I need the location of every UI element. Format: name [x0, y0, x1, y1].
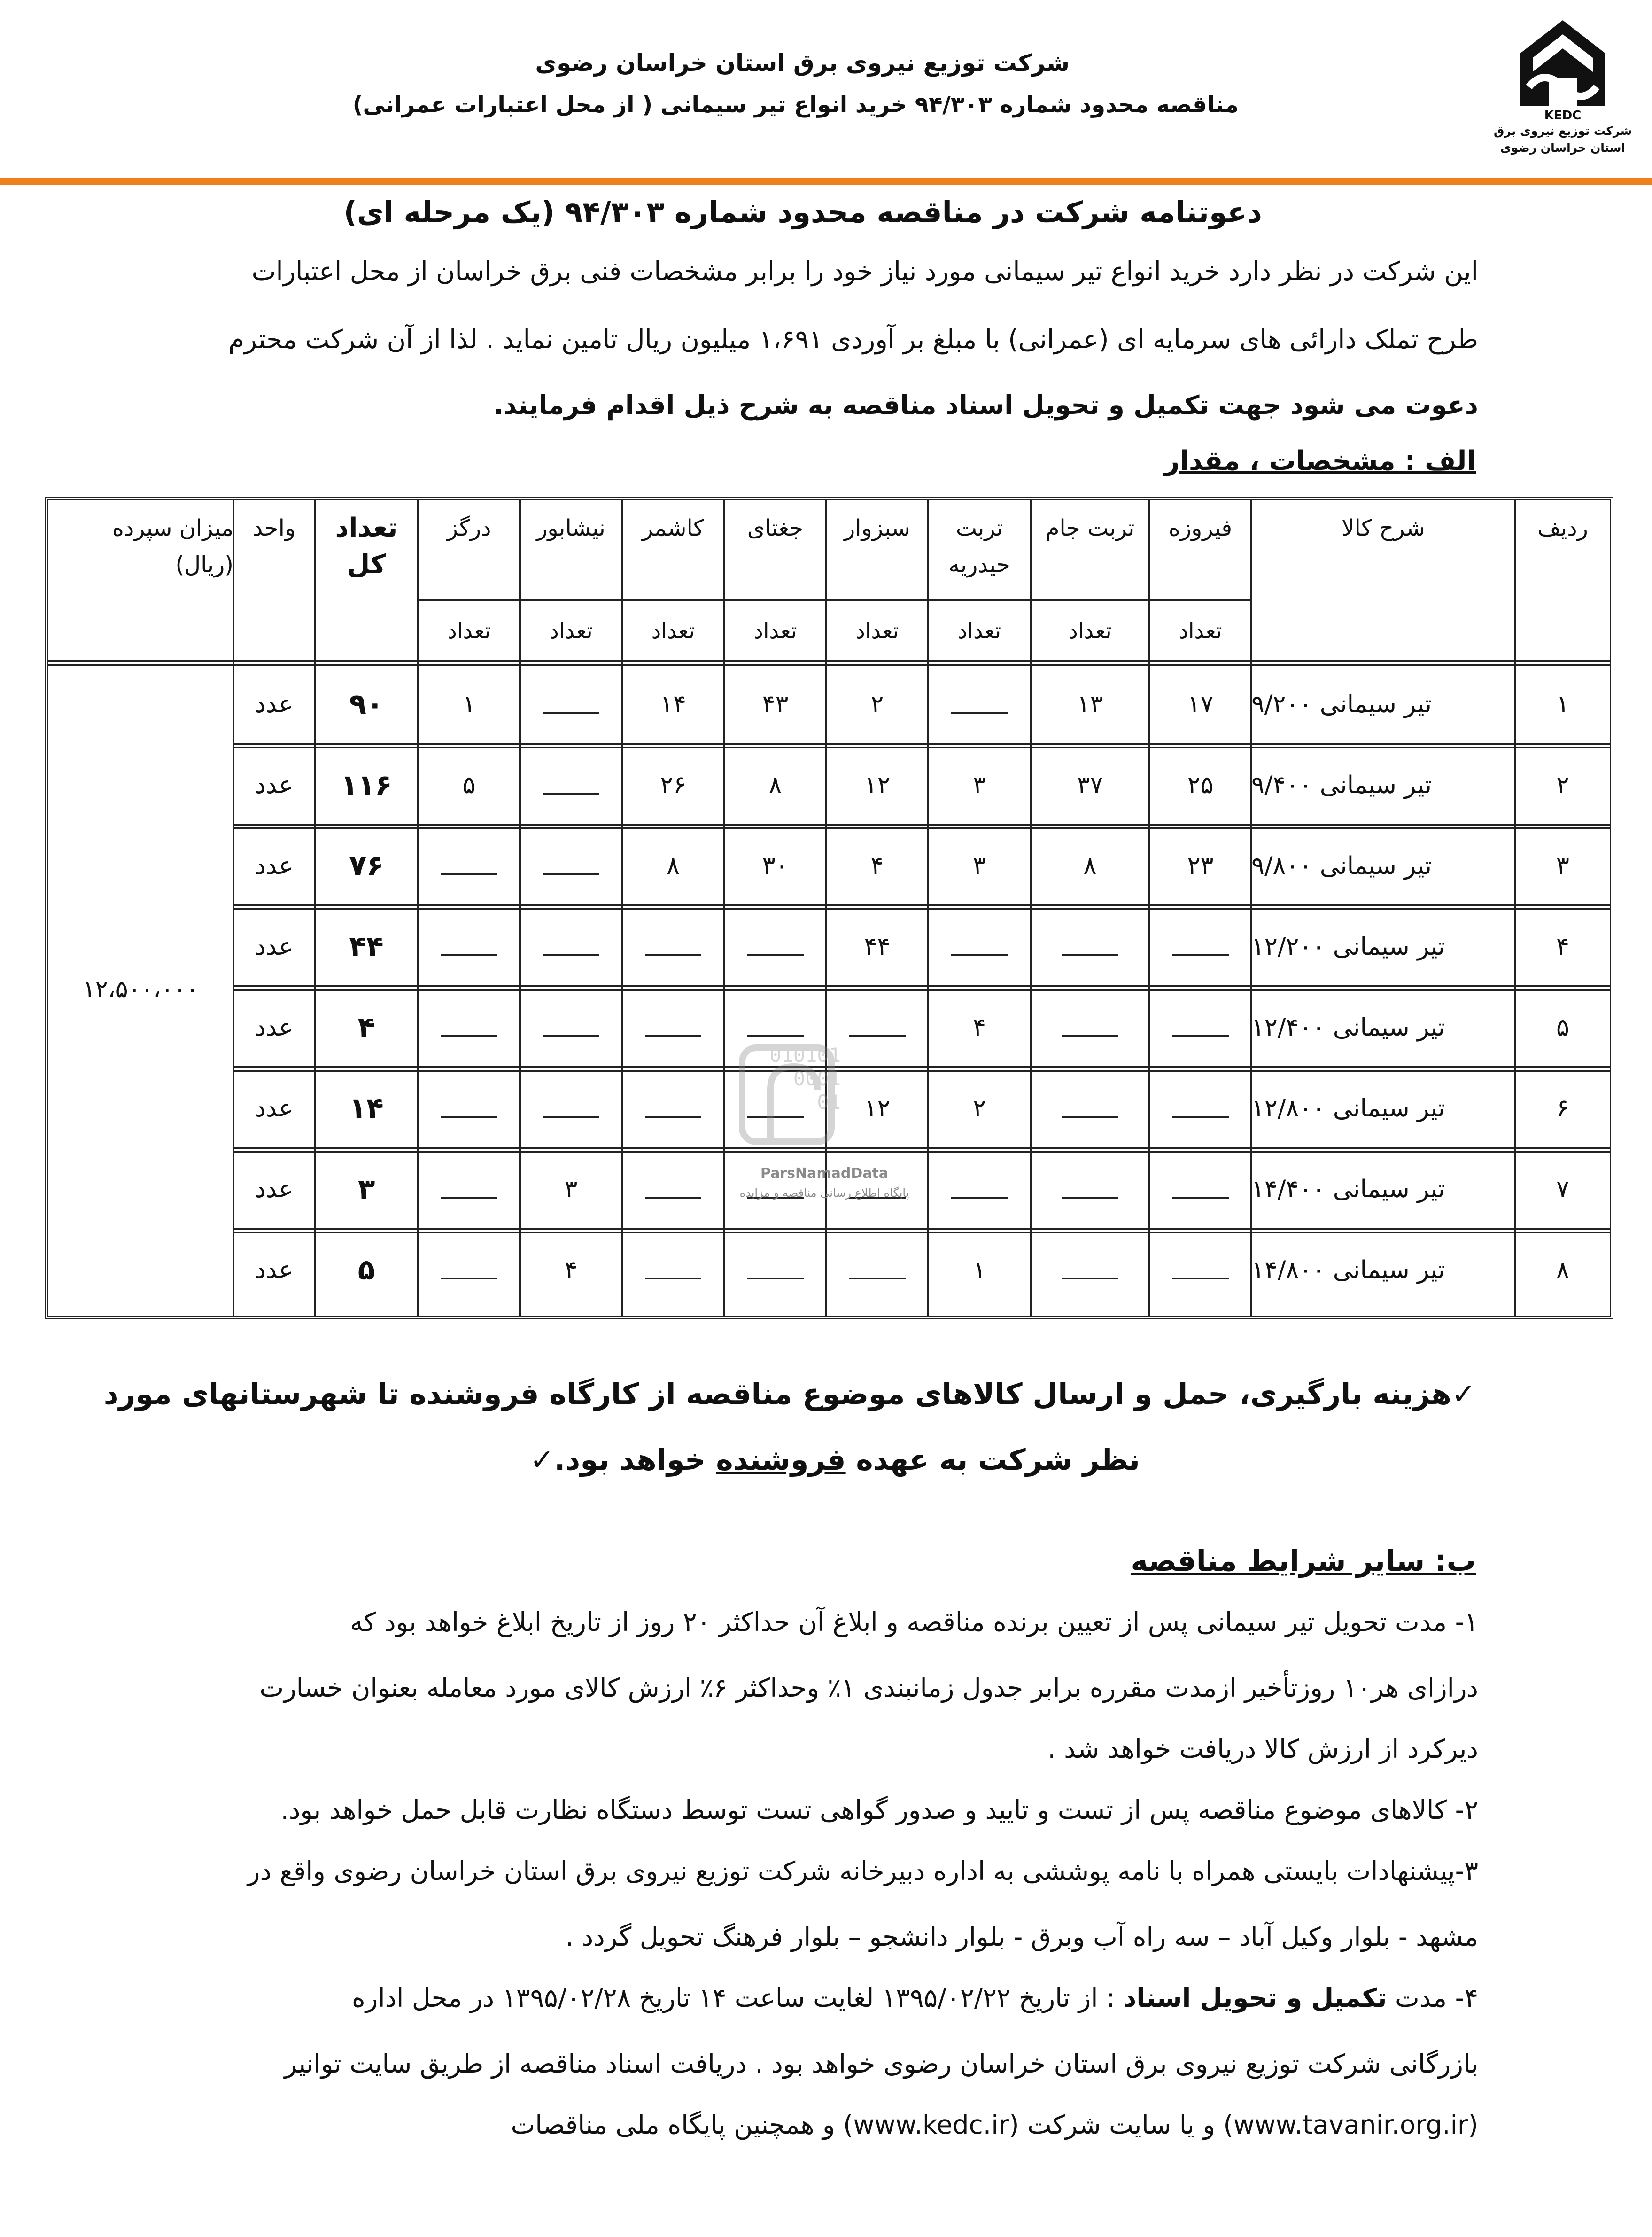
- deposit-amount: ۱۲،۵۰۰،۰۰۰: [82, 975, 199, 1003]
- header-torbat-jam: تربت جام: [1045, 515, 1135, 541]
- empty-dash: [1172, 1099, 1229, 1118]
- row-6-unit: عدد: [255, 1094, 294, 1122]
- header-count-torbat-heydarieh: تعداد: [957, 618, 1001, 643]
- row-7-unit: عدد: [255, 1175, 294, 1203]
- row-8-torbat-jam: [1031, 1232, 1149, 1309]
- row-1-torbat-jam: ۱۳: [1077, 690, 1103, 718]
- row-1-dargaz: ۱: [462, 690, 476, 718]
- header-company: شرکت توزیع نیروی برق استان خراسان رضوی: [535, 49, 1070, 77]
- row-3-neyshabur: [520, 827, 622, 904]
- row-7-total: ۳: [357, 1173, 375, 1206]
- condition-4-line-3: (www.tavanir.org.ir) و یا سایت شرکت (www.kedc.ir) و همچنین پایگاه ملی مناقصات: [511, 2110, 1478, 2140]
- svg-text:010101: 010101: [769, 1044, 841, 1067]
- watermark-subtitle: پایگاه اطلاع رسانی مناقصه و مزایده: [739, 1186, 909, 1200]
- row-2-sabzevar: ۱۲: [864, 771, 891, 799]
- header-deposit: [48, 500, 233, 660]
- row-4-torbat-heydarieh: [928, 908, 1031, 985]
- row-6-firuzeh: [1149, 1070, 1251, 1147]
- row-6-torbat-jam: [1031, 1070, 1149, 1147]
- row-8-neyshabur: ۴: [564, 1256, 578, 1284]
- header-kashmar: کاشمر: [642, 515, 704, 541]
- row-3-total: ۷۶: [349, 850, 384, 882]
- row-4-joghatai: [724, 908, 826, 985]
- empty-dash: [1172, 1018, 1229, 1037]
- row-5-total: ۴: [357, 1011, 375, 1044]
- shipping-note-seller: فروشنده: [716, 1442, 846, 1477]
- empty-dash: [645, 1180, 701, 1199]
- row-4-torbat-jam: [1031, 908, 1149, 985]
- row-2-torbat-heydarieh: ۳: [973, 771, 986, 799]
- empty-dash: [543, 776, 599, 795]
- row-6-kashmar: [622, 1070, 724, 1147]
- row-5-unit: عدد: [255, 1013, 294, 1042]
- empty-dash: [543, 857, 599, 875]
- empty-dash: [951, 695, 1008, 714]
- empty-dash: [951, 937, 1008, 956]
- empty-dash: [1172, 1180, 1229, 1199]
- header-deposit-unit: (ریال): [175, 552, 233, 578]
- row-4-no: ۴: [1556, 933, 1569, 961]
- header-count-sabzevar: تعداد: [855, 618, 899, 643]
- watermark-name: ParsNamadData: [760, 1165, 889, 1182]
- row-7-neyshabur: ۳: [564, 1175, 578, 1203]
- logo-line-1: شرکت توزیع نیروی برق: [1493, 124, 1632, 138]
- row-8-kashmar: [622, 1232, 724, 1309]
- header-deposit-label: میزان سپرده: [112, 515, 233, 541]
- condition-4-line-1: [352, 1983, 1478, 2013]
- empty-dash: [1062, 1180, 1118, 1199]
- section-b-title: ب: سایر شرایط مناقصه: [1131, 1543, 1476, 1578]
- empty-dash: [1062, 1099, 1118, 1118]
- header-count-neyshabur: تعداد: [549, 618, 593, 643]
- row-3-joghatai: ۳۰: [762, 852, 789, 880]
- row-2-joghatai: ۸: [768, 771, 782, 799]
- header-unit: واحد: [252, 515, 296, 541]
- condition-4-rest: : از تاریخ ۱۳۹۵/۰۲/۲۲ لغایت ساعت ۱۴ تاریخ ۱۳۹۵/۰۲/۲۸ در محل اداره: [352, 1983, 1124, 2013]
- row-3-no: ۳: [1556, 852, 1569, 880]
- row-5-kashmar: [622, 989, 724, 1066]
- row-3-torbat-heydarieh: ۳: [973, 852, 986, 880]
- row-2-neyshabur: [520, 747, 622, 824]
- row-8-unit: عدد: [255, 1256, 294, 1284]
- header-dargaz: درگز: [447, 515, 491, 541]
- header-count-torbat-jam: تعداد: [1068, 618, 1112, 643]
- row-5-item: تیر سیمانی ۱۲/۴۰۰: [1251, 1013, 1445, 1042]
- row-6-item: تیر سیمانی ۱۲/۸۰۰: [1251, 1094, 1445, 1122]
- row-5-no: ۵: [1556, 1013, 1569, 1042]
- row-7-dargaz: [418, 1151, 520, 1228]
- row-2-firuzeh: ۲۵: [1187, 771, 1214, 799]
- empty-dash: [441, 1018, 497, 1037]
- row-7-no: ۷: [1556, 1175, 1569, 1203]
- condition-1-line-2: درازای هر۱۰ روزتأخیر ازمدت مقرره برابر جدول زمانبندی ۱٪ وحداکثر ۶٪ ارزش کالای مورد معامله بعنوان خسارت: [259, 1673, 1478, 1703]
- row-8-dargaz: [418, 1232, 520, 1309]
- row-1-item: تیر سیمانی ۹/۲۰۰: [1251, 690, 1432, 718]
- row-1-neyshabur: [520, 666, 622, 743]
- empty-dash: [951, 1180, 1008, 1199]
- header-total: تعداد کل: [335, 513, 398, 580]
- row-5-neyshabur: [520, 989, 622, 1066]
- row-6-torbat-heydarieh: ۲: [973, 1094, 986, 1122]
- svg-text:01: 01: [817, 1091, 841, 1114]
- header-joghatai: جغتای: [747, 515, 804, 541]
- empty-dash: [441, 937, 497, 956]
- header-count-joghatai: تعداد: [753, 618, 797, 643]
- invitation-title: دعوتنامه شرکت در مناقصه محدود شماره ۹۴/۳۰۳ (یک مرحله ای): [343, 195, 1262, 229]
- row-7-kashmar: [622, 1151, 724, 1228]
- header-sabzevar: سبزوار: [844, 515, 910, 541]
- condition-2: ۲- کالاهای موضوع مناقصه پس از تست و تایید و صدور گواهی تست توسط دستگاه نظارت قابل حمل خواهد بود.: [280, 1795, 1478, 1825]
- row-4-dargaz: [418, 908, 520, 985]
- empty-dash: [441, 1261, 497, 1279]
- row-8-joghatai: [724, 1232, 826, 1309]
- row-7-torbat-jam: [1031, 1151, 1149, 1228]
- row-5-dargaz: [418, 989, 520, 1066]
- table-header-divider: [48, 660, 1610, 666]
- row-1-unit: عدد: [255, 690, 294, 718]
- row-4-sabzevar: ۴۴: [864, 933, 891, 961]
- row-1-no: ۱: [1556, 690, 1569, 718]
- row-8-firuzeh: [1149, 1232, 1251, 1309]
- invitation-line-1: این شرکت در نظر دارد خرید انواع تیر سیمانی مورد نیاز خود را برابر مشخصات فنی برق خراسان از محل اعتبارات: [251, 256, 1478, 286]
- row-8-item: تیر سیمانی ۱۴/۸۰۰: [1251, 1256, 1445, 1284]
- row-7-firuzeh: [1149, 1151, 1251, 1228]
- condition-3-line-2: مشهد - بلوار وکیل آباد – سه راه آب وبرق - بلوار دانشجو – بلوار فرهنگ تحویل گردد .: [565, 1922, 1478, 1952]
- header-item: شرح کالا: [1342, 515, 1425, 541]
- logo-abbr: KEDC: [1544, 109, 1582, 123]
- row-3-firuzeh: ۲۳: [1187, 852, 1214, 880]
- row-2-kashmar: ۲۶: [660, 771, 686, 799]
- row-1-firuzeh: ۱۷: [1187, 690, 1214, 718]
- row-5-torbat-jam: [1031, 989, 1149, 1066]
- header-firuzeh: فیروزه: [1168, 515, 1233, 541]
- invitation-line-2: طرح تملک دارائی های سرمایه ای (عمرانی) با مبلغ بر آوردی ۱،۶۹۱ میلیون ریال تامین نماید . لذا از آن شرکت محترم: [228, 324, 1478, 354]
- row-3-unit: عدد: [255, 852, 294, 880]
- empty-dash: [543, 695, 599, 714]
- empty-dash: [747, 937, 804, 956]
- row-8-total: ۵: [357, 1254, 375, 1286]
- invitation-line-3: دعوت می شود جهت تکمیل و تحویل اسناد مناقصه به شرح ذیل اقدام فرمایند.: [493, 390, 1478, 420]
- company-logo: [1492, 16, 1633, 171]
- row-2-unit: عدد: [255, 771, 294, 799]
- row-6-neyshabur: [520, 1070, 622, 1147]
- row-4-firuzeh: [1149, 908, 1251, 985]
- row-1-kashmar: ۱۴: [660, 690, 686, 718]
- row-8-sabzevar: [826, 1232, 928, 1309]
- kedc-house-logo-icon: [1516, 16, 1610, 110]
- logo-line-2: استان خراسان رضوی: [1500, 141, 1626, 155]
- header-neyshabur: نیشابور: [536, 515, 605, 541]
- row-2-no: ۲: [1556, 771, 1569, 799]
- header-count-dargaz: تعداد: [447, 618, 491, 643]
- row-1-sabzevar: ۲: [870, 690, 884, 718]
- condition-4-bold: تکمیل و تحویل اسناد: [1123, 1983, 1387, 2013]
- row-3-kashmar: ۸: [667, 852, 680, 880]
- condition-4-line-2: بازرگانی شرکت توزیع نیروی برق استان خراسان رضوی خواهد بود . دریافت اسناد مناقصه از طریق سایت توانیر: [284, 2049, 1478, 2079]
- row-6-dargaz: [418, 1070, 520, 1147]
- empty-dash: [543, 937, 599, 956]
- shipping-note-line-2: [530, 1442, 1140, 1477]
- empty-dash: [1062, 937, 1118, 956]
- row-4-total: ۴۴: [349, 930, 384, 963]
- row-2-torbat-jam: ۳۷: [1077, 771, 1103, 799]
- empty-dash: [747, 1261, 804, 1279]
- row-1-torbat-heydarieh: [928, 666, 1031, 743]
- row-4-item: تیر سیمانی ۱۲/۲۰۰: [1251, 933, 1445, 961]
- row-2-total: ۱۱۶: [341, 769, 392, 802]
- empty-dash: [441, 1180, 497, 1199]
- row-6-no: ۶: [1556, 1094, 1569, 1122]
- row-2-item: تیر سیمانی ۹/۴۰۰: [1251, 771, 1432, 799]
- row-8-no: ۸: [1556, 1256, 1569, 1284]
- header-torbat-heydarieh: تربت حیدریه: [948, 515, 1010, 578]
- row-7-item: تیر سیمانی ۱۴/۴۰۰: [1251, 1175, 1445, 1203]
- row-7-torbat-heydarieh: [928, 1151, 1031, 1228]
- empty-dash: [1062, 1018, 1118, 1037]
- row-8-torbat-heydarieh: ۱: [973, 1256, 986, 1284]
- row-6-sabzevar: ۱۲: [864, 1094, 891, 1122]
- row-4-neyshabur: [520, 908, 622, 985]
- header-tender-line: مناقصه محدود شماره ۹۴/۳۰۳ خرید انواع تیر سیمانی ( از محل اعتبارات عمرانی): [352, 92, 1239, 118]
- empty-dash: [645, 1261, 701, 1279]
- row-3-dargaz: [418, 827, 520, 904]
- header-no: ردیف: [1537, 515, 1588, 541]
- row-4-kashmar: [622, 908, 724, 985]
- row-1-total: ۹۰: [349, 688, 384, 721]
- row-2-dargaz: ۵: [462, 771, 476, 799]
- empty-dash: [849, 1261, 906, 1279]
- condition-1-line-1: ۱- مدت تحویل تیر سیمانی پس از تعیین برنده مناقصه و ابلاغ آن حداکثر ۲۰ روز از تاریخ ابلاغ خواهد بود که: [349, 1607, 1478, 1637]
- empty-dash: [1172, 1261, 1229, 1279]
- section-a-title: الف : مشخصات ، مقدار: [1164, 445, 1476, 476]
- header-count-kashmar: تعداد: [651, 618, 695, 643]
- condition-3-line-1: ۳-پیشنهادات بایستی همراه با نامه پوششی به اداره دبیرخانه شرکت توزیع نیروی برق استان خراسان رضوی واقع در: [247, 1856, 1478, 1886]
- header-count-firuzeh: تعداد: [1179, 618, 1222, 643]
- empty-dash: [441, 1099, 497, 1118]
- row-3-torbat-jam: ۸: [1083, 852, 1097, 880]
- row-1-joghatai: ۴۳: [762, 690, 789, 718]
- empty-dash: [543, 1018, 599, 1037]
- condition-1-line-3: دیرکرد از ارزش کالا دریافت خواهد شد .: [1047, 1734, 1478, 1764]
- row-3-item: تیر سیمانی ۹/۸۰۰: [1251, 852, 1432, 880]
- header-divider: [0, 178, 1652, 185]
- empty-dash: [645, 1099, 701, 1118]
- row-5-firuzeh: [1149, 989, 1251, 1066]
- empty-dash: [1062, 1261, 1118, 1279]
- row-4-unit: عدد: [255, 933, 294, 961]
- empty-dash: [1172, 937, 1229, 956]
- shipping-note-after: خواهد بود.✓: [529, 1442, 716, 1477]
- row-3-sabzevar: ۴: [870, 852, 884, 880]
- shipping-note-before: نظر شرکت به عهده: [845, 1442, 1140, 1477]
- shipping-note-line-1: ✓هزینه بارگیری، حمل و ارسال کالاهای موضوع مناقصه از کارگاه فروشنده تا شهرستانهای مورد: [103, 1377, 1476, 1411]
- empty-dash: [543, 1099, 599, 1118]
- condition-4-prefix: ۴- مدت: [1387, 1983, 1478, 2013]
- row-5-torbat-heydarieh: ۴: [973, 1013, 986, 1042]
- svg-text:0001: 0001: [793, 1067, 841, 1090]
- empty-dash: [645, 937, 701, 956]
- empty-dash: [645, 1018, 701, 1037]
- parsnamaddata-watermark-icon: [733, 1034, 911, 1161]
- row-6-total: ۱۴: [349, 1092, 384, 1125]
- empty-dash: [441, 857, 497, 875]
